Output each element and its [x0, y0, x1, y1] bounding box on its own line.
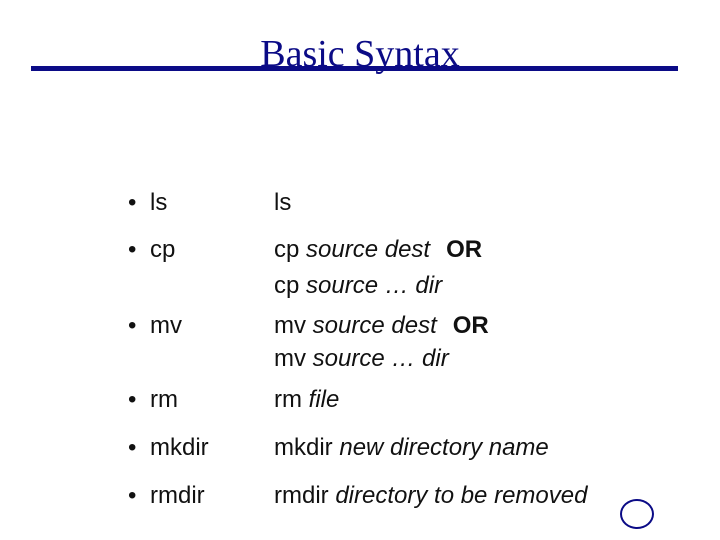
syntax-command: cp [274, 236, 300, 263]
syntax-arguments: new directory name [339, 434, 549, 461]
command-name: mv [150, 312, 182, 339]
syntax-line-rmdir [274, 482, 587, 510]
command-name: cp [150, 236, 176, 263]
bullet: • [128, 482, 137, 509]
command-name: rmdir [150, 482, 205, 509]
syntax-command: cp [274, 272, 300, 299]
syntax-arguments: source dest [306, 236, 431, 263]
syntax-line-cp-1 [274, 236, 482, 264]
syntax-or-label: OR [452, 312, 489, 339]
bullet: • [128, 236, 137, 263]
command-name: ls [150, 189, 168, 216]
command-item-ls [128, 189, 167, 217]
syntax-arguments: source … dir [306, 272, 443, 299]
syntax-arguments: source dest [312, 312, 437, 339]
bullet: • [128, 434, 137, 461]
syntax-command: rm [274, 386, 302, 413]
syntax-line-mv-1 [274, 312, 489, 340]
circle-outline-icon[interactable] [620, 499, 654, 529]
syntax-command: mv [274, 312, 306, 339]
command-name: rm [150, 386, 178, 413]
command-item-cp [128, 236, 175, 264]
syntax-or-label: OR [446, 236, 483, 263]
syntax-line-ls [274, 189, 291, 217]
bullet: • [128, 386, 137, 413]
command-item-mv [128, 312, 182, 340]
syntax-line-rm [274, 386, 339, 414]
syntax-line-mkdir [274, 434, 549, 462]
bullet: • [128, 312, 137, 339]
syntax-arguments: source … dir [312, 345, 449, 372]
command-item-rmdir [128, 482, 205, 510]
syntax-command: mv [274, 345, 306, 372]
syntax-command: mkdir [274, 434, 333, 461]
syntax-line-cp-2 [274, 272, 442, 300]
syntax-arguments: file [308, 386, 340, 413]
syntax-arguments: directory to be removed [335, 482, 588, 509]
command-item-mkdir [128, 434, 209, 462]
syntax-command: rmdir [274, 482, 329, 509]
syntax-line-mv-2 [274, 345, 449, 373]
command-name: mkdir [150, 434, 209, 461]
bullet: • [128, 189, 137, 216]
command-item-rm [128, 386, 178, 414]
slide-title: Basic Syntax [260, 33, 460, 75]
syntax-command: ls [274, 189, 292, 216]
